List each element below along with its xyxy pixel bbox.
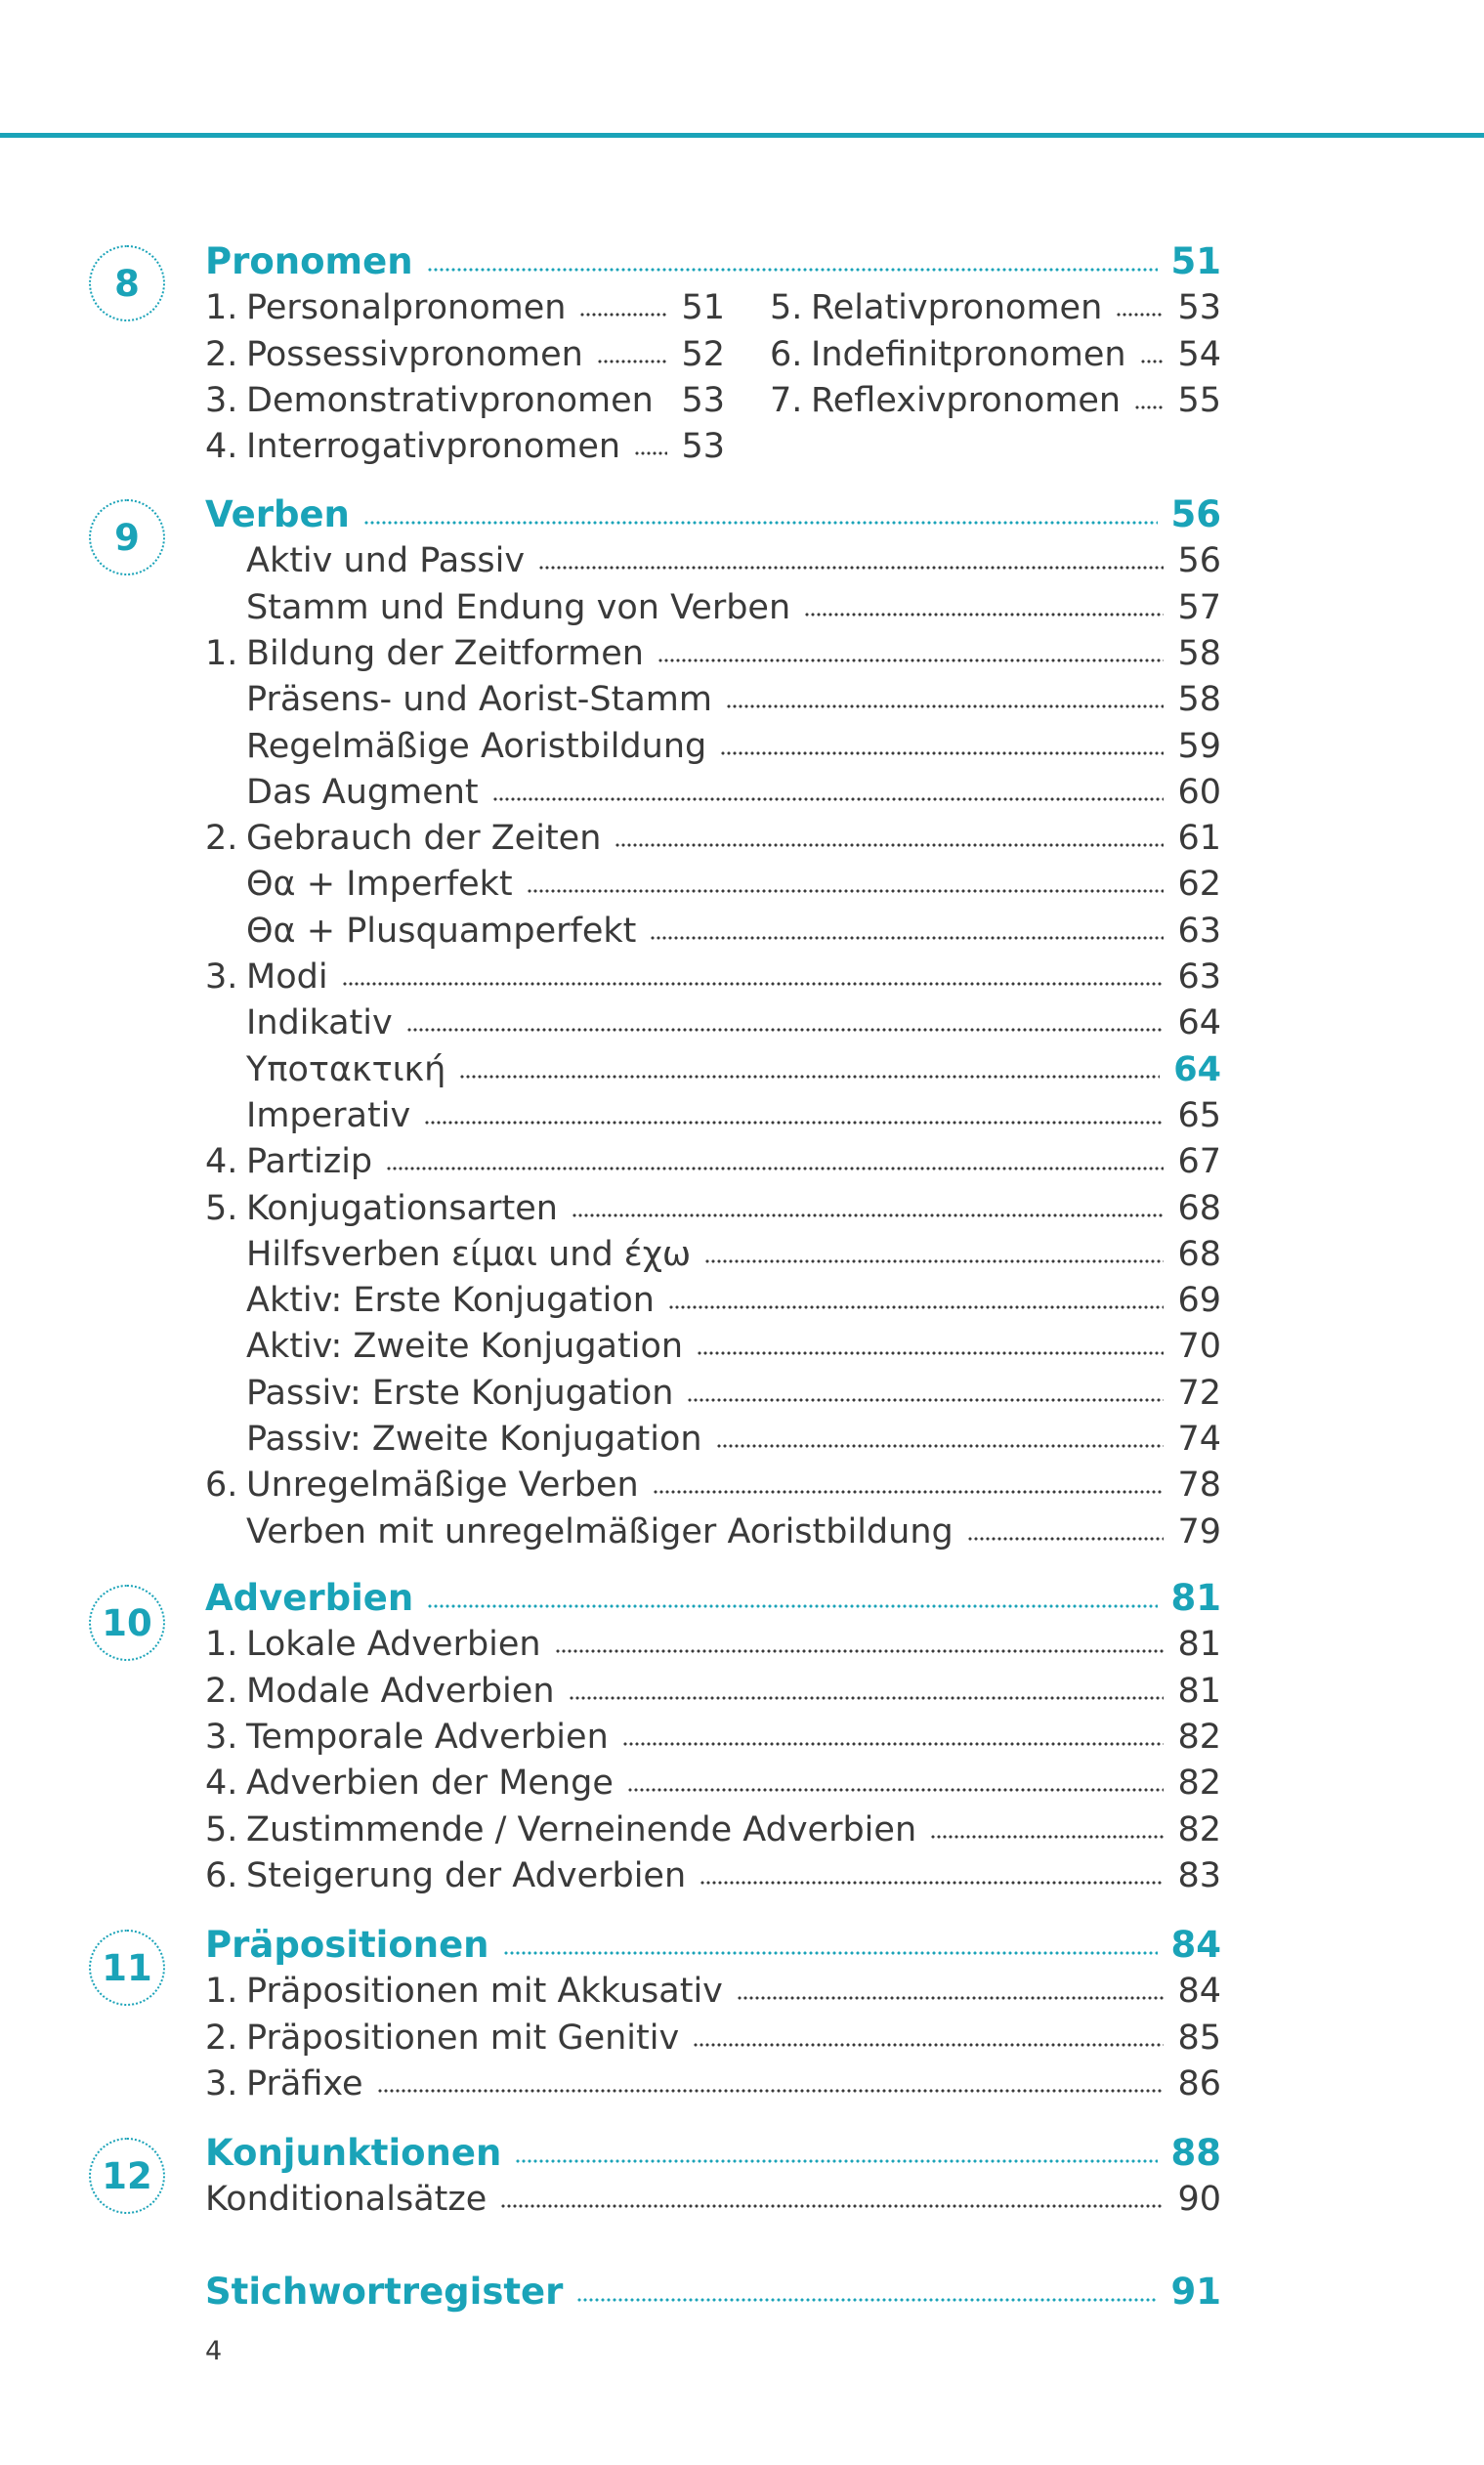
dot-leader: [634, 451, 667, 455]
entry-number: 1.: [205, 288, 238, 328]
entry-page: 84: [1177, 1972, 1221, 2012]
entry-number: 2.: [205, 2018, 238, 2058]
entry-label: Possessivpronomen: [246, 334, 583, 374]
entry-page: 58: [1177, 680, 1221, 720]
entry-number: 4.: [205, 1764, 238, 1804]
toc-entry[interactable]: [246, 539, 1221, 582]
toc-entry[interactable]: [205, 2178, 1221, 2221]
dot-leader: [500, 2204, 1164, 2208]
entry-number: 1.: [205, 1625, 238, 1665]
entry-page: 81: [1177, 1625, 1221, 1665]
dot-leader: [687, 1398, 1164, 1402]
entry-page: 82: [1177, 1764, 1221, 1804]
toc-entry[interactable]: [246, 863, 1221, 906]
entry-number: 3.: [205, 957, 238, 997]
entry-page: 63: [1177, 957, 1221, 997]
chapter-page: 81: [1170, 1577, 1221, 1619]
dot-leader: [597, 360, 668, 363]
toc-entry[interactable]: [205, 2062, 1221, 2105]
dot-leader: [386, 1167, 1164, 1170]
entry-page: 90: [1177, 2180, 1221, 2220]
entry-number: 6.: [770, 334, 803, 374]
dot-leader: [1134, 405, 1164, 409]
dot-leader: [515, 2159, 1157, 2163]
dot-leader: [503, 1951, 1158, 1955]
dot-leader: [427, 268, 1158, 272]
dot-leader: [572, 1213, 1165, 1217]
toc-entry[interactable]: [205, 1970, 1221, 2013]
top-rule: [0, 133, 1484, 138]
toc-entry[interactable]: [205, 1464, 1221, 1507]
entry-number: 4.: [205, 427, 238, 467]
toc-entry[interactable]: [205, 1670, 1221, 1713]
chapter-heading[interactable]: [205, 1924, 1221, 1967]
index-entry[interactable]: [205, 2271, 1221, 2314]
entry-label: Adverbien der Menge: [246, 1764, 614, 1804]
entry-page: 83: [1177, 1855, 1221, 1895]
entry-number: 2.: [205, 819, 238, 859]
entry-label: Passiv: Zweite Konjugation: [246, 1420, 702, 1459]
chapter-heading[interactable]: [205, 493, 1221, 536]
entry-page: 62: [1177, 865, 1221, 905]
entry-page: 56: [1177, 541, 1221, 581]
dot-leader: [459, 1075, 1160, 1079]
entry-label: Stamm und Endung von Verben: [246, 587, 791, 627]
dot-leader: [579, 313, 667, 317]
entry-page: 51: [681, 288, 725, 328]
entry-page: 86: [1177, 2063, 1221, 2104]
entry-label: Aktiv: Erste Konjugation: [246, 1281, 655, 1321]
chapter-title: Pronomen: [205, 240, 413, 282]
toc-entry[interactable]: [205, 1187, 1221, 1230]
toc-entry[interactable]: [246, 1510, 1221, 1553]
chapter-title: Präpositionen: [205, 1924, 489, 1966]
dot-leader: [737, 1996, 1165, 2000]
entry-label: Relativpronomen: [811, 288, 1103, 328]
chapter-title: Verben: [205, 493, 350, 535]
entry-page: 79: [1177, 1511, 1221, 1551]
dot-leader: [650, 936, 1164, 940]
entry-number: 6.: [205, 1855, 238, 1895]
entry-label: Präfixe: [246, 2063, 363, 2104]
entry-label: Υποτακτική: [246, 1049, 446, 1089]
entry-label: Unregelmäßige Verben: [246, 1466, 639, 1506]
toc-entry[interactable]: [246, 910, 1221, 953]
entry-page: 53: [681, 427, 725, 467]
chapter-number-badge: 8: [89, 245, 165, 321]
toc-entry[interactable]: [770, 286, 1221, 329]
dot-leader: [363, 521, 1158, 525]
dot-leader: [427, 1604, 1157, 1608]
entry-page: 53: [1177, 288, 1221, 328]
dot-leader: [704, 1259, 1164, 1263]
toc-entry[interactable]: [205, 1623, 1221, 1666]
dot-leader: [726, 704, 1164, 708]
dot-leader: [615, 843, 1164, 847]
chapter-number-badge: 12: [89, 2138, 165, 2214]
entry-label: Θα + Imperfekt: [246, 865, 513, 905]
entry-number: 1.: [205, 1972, 238, 2012]
entry-page: 61: [1177, 819, 1221, 859]
entry-page: 64: [1173, 1049, 1221, 1089]
entry-label: Temporale Adverbien: [246, 1717, 609, 1757]
chapter-number-badge: 10: [89, 1585, 165, 1661]
toc-entry[interactable]: [246, 1372, 1221, 1415]
dot-leader: [538, 566, 1164, 570]
toc-entry[interactable]: [205, 425, 725, 468]
entry-page: 68: [1177, 1234, 1221, 1274]
dot-leader: [527, 889, 1165, 893]
toc-entry[interactable]: [770, 379, 1221, 422]
entry-label: Passiv: Erste Konjugation: [246, 1373, 674, 1413]
entry-page: 85: [1177, 2018, 1221, 2058]
dot-leader: [576, 2298, 1157, 2302]
entry-label: Interrogativpronomen: [246, 427, 621, 467]
entry-label: Modi: [246, 957, 328, 997]
entry-label: Steigerung der Adverbien: [246, 1855, 687, 1895]
entry-page: 72: [1177, 1373, 1221, 1413]
entry-label: Θα + Plusquamperfekt: [246, 911, 637, 951]
toc-entry[interactable]: [770, 333, 1221, 376]
entry-number: 6.: [205, 1466, 238, 1506]
entry-page: 70: [1177, 1327, 1221, 1367]
entry-page: 81: [1177, 1671, 1221, 1711]
dot-leader: [693, 2043, 1164, 2047]
dot-leader: [424, 1121, 1164, 1125]
toc-entry[interactable]: [246, 1233, 1221, 1276]
entry-page: 58: [1177, 633, 1221, 673]
entry-label: Das Augment: [246, 772, 479, 812]
toc-entry[interactable]: [246, 1048, 1221, 1091]
entry-page: 63: [1177, 911, 1221, 951]
entry-label: Hilfsverben είμαι und έχω: [246, 1234, 692, 1274]
toc-entry[interactable]: [205, 1854, 1221, 1897]
dot-leader: [667, 405, 668, 409]
dot-leader: [967, 1537, 1165, 1541]
dot-leader: [697, 1351, 1164, 1355]
entry-page: 69: [1177, 1281, 1221, 1321]
toc-entry[interactable]: [246, 1279, 1221, 1322]
chapter-title: Adverbien: [205, 1577, 414, 1619]
entry-label: Demonstrativpronomen: [246, 380, 654, 420]
entry-label: Konjugationsarten: [246, 1188, 558, 1228]
chapter-number-badge: 11: [89, 1930, 165, 2006]
entry-label: Indikativ: [246, 1003, 393, 1043]
dot-leader: [720, 751, 1164, 755]
entry-label: Bildung der Zeitformen: [246, 633, 644, 673]
toc-entry[interactable]: [205, 1716, 1221, 1759]
dot-leader: [622, 1742, 1165, 1746]
dot-leader: [657, 659, 1165, 662]
entry-label: Modale Adverbien: [246, 1671, 555, 1711]
entry-number: 5.: [205, 1188, 238, 1228]
dot-leader: [492, 797, 1165, 801]
page-number: 4: [205, 2336, 223, 2366]
toc-entry[interactable]: [205, 333, 725, 376]
toc-entry[interactable]: [205, 2017, 1221, 2060]
dot-leader: [377, 2089, 1165, 2093]
toc-entry[interactable]: [246, 1094, 1221, 1137]
entry-page: 55: [1177, 380, 1221, 420]
entry-label: Aktiv: Zweite Konjugation: [246, 1327, 684, 1367]
entry-page: 74: [1177, 1420, 1221, 1459]
entry-page: 67: [1177, 1142, 1221, 1182]
entry-number: 2.: [205, 334, 238, 374]
entry-number: 4.: [205, 1142, 238, 1182]
dot-leader: [1116, 313, 1164, 317]
entry-label: Verben mit unregelmäßiger Aoristbildung: [246, 1511, 954, 1551]
toc-entry[interactable]: [246, 678, 1221, 721]
toc-entry[interactable]: [246, 725, 1221, 768]
entry-page: 78: [1177, 1466, 1221, 1506]
toc-entry[interactable]: [246, 586, 1221, 629]
toc-entry[interactable]: [205, 817, 1221, 860]
dot-leader: [555, 1649, 1165, 1653]
entry-page: 59: [1177, 726, 1221, 766]
dot-leader: [804, 613, 1164, 616]
entry-number: 1.: [205, 633, 238, 673]
chapter-heading[interactable]: [205, 240, 1221, 283]
entry-number: 5.: [205, 1809, 238, 1849]
entry-page: 82: [1177, 1717, 1221, 1757]
entry-page: 60: [1177, 772, 1221, 812]
entry-page: 52: [681, 334, 725, 374]
entry-number: 7.: [770, 380, 803, 420]
entry-page: 68: [1177, 1188, 1221, 1228]
entry-label: Personalpronomen: [246, 288, 567, 328]
dot-leader: [653, 1490, 1165, 1494]
entry-label: Lokale Adverbien: [246, 1625, 541, 1665]
toc-entry[interactable]: [205, 1140, 1221, 1183]
entry-label: Partizip: [246, 1142, 373, 1182]
entry-label: Präsens- und Aorist-Stamm: [246, 680, 712, 720]
chapter-number-badge: 9: [89, 499, 165, 575]
chapter-page: 56: [1170, 493, 1221, 535]
toc-entry[interactable]: [205, 379, 725, 422]
entry-page: 82: [1177, 1809, 1221, 1849]
entry-label: Konditionalsätze: [205, 2180, 488, 2220]
chapter-page: 88: [1170, 2132, 1221, 2174]
chapter-title: Konjunktionen: [205, 2132, 502, 2174]
dot-leader: [342, 982, 1165, 986]
entry-number: 3.: [205, 380, 238, 420]
chapter-page: 51: [1170, 240, 1221, 282]
dot-leader: [668, 1305, 1165, 1309]
toc-entry[interactable]: [205, 286, 725, 329]
entry-label: Gebrauch der Zeiten: [246, 819, 602, 859]
toc-entry[interactable]: [205, 632, 1221, 675]
entry-page: 57: [1177, 587, 1221, 627]
toc-entry[interactable]: [246, 1325, 1221, 1368]
entry-number: 3.: [205, 2063, 238, 2104]
entry-label: Zustimmende / Verneinende Adverbien: [246, 1809, 917, 1849]
chapter-page: 91: [1170, 2271, 1221, 2313]
dot-leader: [1140, 360, 1165, 363]
entry-page: 65: [1177, 1095, 1221, 1135]
entry-page: 64: [1177, 1003, 1221, 1043]
toc-entry[interactable]: [246, 1001, 1221, 1044]
toc-entry[interactable]: [205, 956, 1221, 999]
toc-entry[interactable]: [246, 771, 1221, 814]
chapter-heading[interactable]: [205, 2132, 1221, 2175]
entry-label: Indefinitpronomen: [811, 334, 1126, 374]
entry-number: 5.: [770, 288, 803, 328]
toc-entry[interactable]: [205, 1808, 1221, 1851]
toc-entry[interactable]: [246, 1418, 1221, 1461]
entry-number: 3.: [205, 1717, 238, 1757]
entry-label: Reflexivpronomen: [811, 380, 1122, 420]
toc-entry[interactable]: [205, 1762, 1221, 1805]
entry-label: Regelmäßige Aoristbildung: [246, 726, 707, 766]
dot-leader: [406, 1028, 1165, 1032]
entry-page: 53: [681, 380, 725, 420]
dot-leader: [627, 1788, 1165, 1792]
dot-leader: [569, 1696, 1165, 1700]
dot-leader: [700, 1881, 1164, 1885]
dot-leader: [716, 1444, 1165, 1448]
entry-page: 54: [1177, 334, 1221, 374]
entry-label: Präpositionen mit Akkusativ: [246, 1972, 723, 2012]
dot-leader: [930, 1835, 1164, 1839]
entry-number: 2.: [205, 1671, 238, 1711]
chapter-heading[interactable]: [205, 1577, 1221, 1620]
chapter-title: Stichwortregister: [205, 2271, 564, 2313]
entry-label: Aktiv und Passiv: [246, 541, 526, 581]
chapter-page: 84: [1170, 1924, 1221, 1966]
entry-label: Imperativ: [246, 1095, 411, 1135]
entry-label: Präpositionen mit Genitiv: [246, 2018, 680, 2058]
